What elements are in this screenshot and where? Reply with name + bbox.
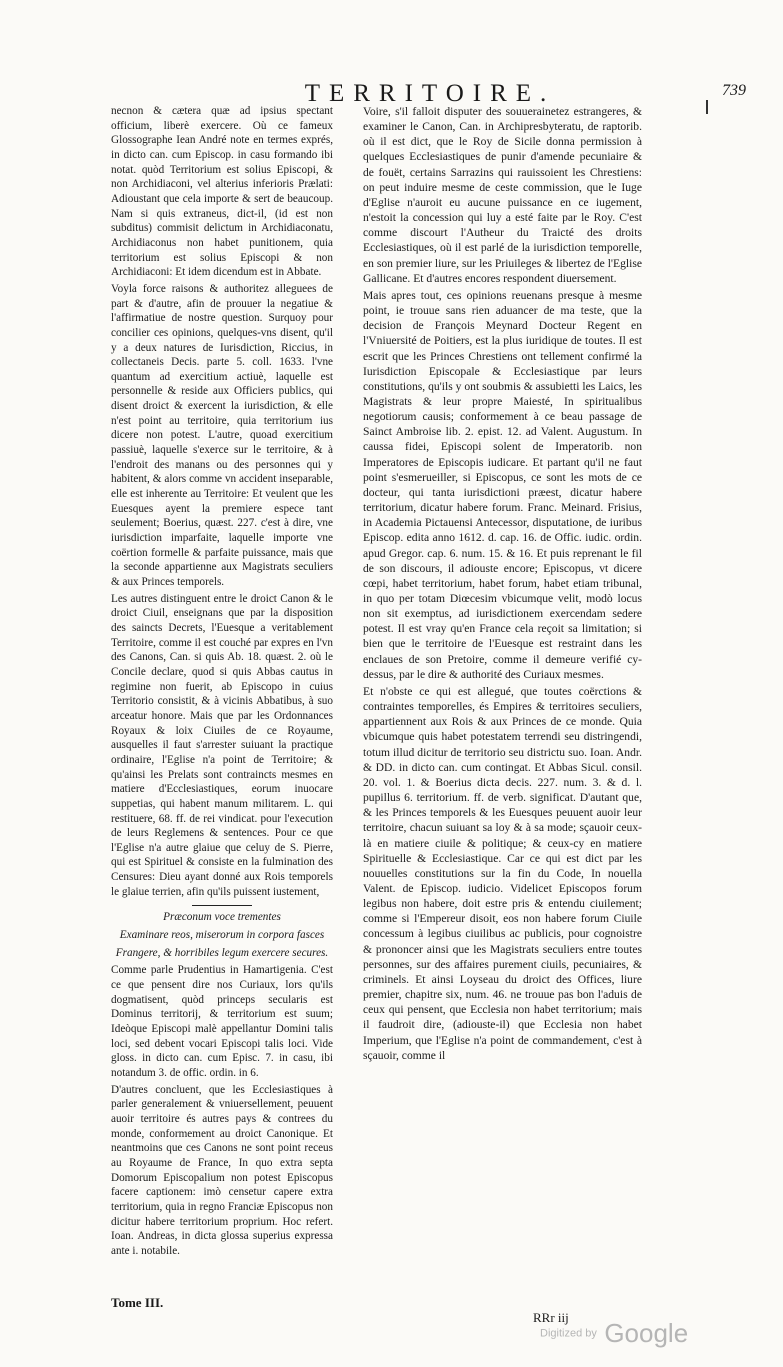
verse-line-1: Præconum voce trementes [163, 911, 281, 924]
right-column [363, 104, 642, 1063]
verse-line-3: Frangere, & horribiles legum exercere secures. [115, 946, 329, 959]
google-logo: Google [604, 1318, 689, 1348]
watermark-prefix: Digitized by [540, 1327, 597, 1340]
left-paragraph-2: Voyla force raisons & authoritez alleguees de part & d'autre, afin de prouuer la negatiue & l'affirmatiue de nostre question. Surquoy pour concilier ces opinions, quelques-vns disent, qu'il y a deux natures de Iurisdiction, Riccius, in collectaneis Decis. parte 5. coll. 1633. l'vne quantum ad exercitium actiuè, laquelle est personnelle & reside aux Officiers publics, qui disent droict & exercent la iurisdiction, & elle n'est point au territoire, quia territorium ius dicere non potest. L'autre, quoad exercitium passiuè, laquelle s'exerce sur le territoire, & à l'endroit des manans ou des personnes qui y habitent, & alors comme vn accident inseparable, elle est inherente au Territoire: Et veulent que les Euesques ayent la premiere espece tant seulement; Boerius, quæst. 227. c'est à dire, vne iurisdiction imparfaite, laquelle importe vne coërtion formelle & parfaite puissance, mais que la seconde appartienne aux Magistrats seculiers & aux Princes temporels. [111, 282, 333, 588]
right-paragraph-1: Voire, s'il falloit disputer des souuerainetez estrangeres, & examiner le Canon, Can. in Archipresbyteratu, de raptorib. où il est dict, que le Roy de Sicile donna permission à quelques Ecclesiastiques de punir d'amende pecuniaire & de fouët, certains Sarrazins qui rauissoient les Chrestiens: on peut induire mesme de ceste commission, que le Iuge d'Eglise n'auroit eu aucune puissance en ce iugement, n'estoit la concession qui luy a esté faite par le Roy. C'est comme discourt l'Autheur du Traicté des droits Ecclesiastiques, où il est parlé de la iurisdiction temporelle, en son premier liure, sur les Priuileges & libertez de l'Eglise Gallicane. Et d'autres encores respondent diuersement. [363, 105, 642, 285]
running-title: TERRITOIRE. [304, 80, 556, 107]
verse-line-2: Examinare reos, miserorum in corpora fasces [119, 929, 325, 942]
digitized-watermark [540, 1318, 688, 1349]
left-paragraph-3: Les autres distinguent entre le droict Canon & le droict Ciuil, enseignans que par la disposition des saincts Decrets, l'Euesque a veritablement Territoire, comme il est couché par expres en l'vn des Canons, Can. si quis Ab. 18. quæst. 2. où le Concile declare, quod si quis Abbas cautus in regimine non fuerit, ab Episcopo in cuius Territorio consistit, & à vicinis Abbatibus, à suo arceatur honore. Mais que par les Ordonnances Royaux & loix Ciuiles de ce Royaume, ausquelles il faut s'arrester suiuant la practique ordinaire, l'Eglise n'a point de Territoire; & qu'ainsi les Prelats sont contraincts mesmes en matiere d'Ecclesiastiques, eorum inuocare suppetias, qui habent manum militarem. L. qui restituere, 68. ff. de rei vindicat. pour l'execution de leurs Reglemens & sentences. Pour ce que l'Eglise n'a autre glaiue que celuy de S. Pierre, qui est Spirituel & consiste en la fulmination des Censures: Dieu ayant donné aux Rois temporels le glaiue terrien, afin qu'ils puissent iustement, [111, 592, 333, 898]
section-rule [192, 905, 252, 906]
left-paragraph-5: D'autres concluent, que les Ecclesiastiques à parler generalement & vniuersellement, peuuent auoir territoire és autres pays & contrees du monde, conformement au droict Canonique. Et neantmoins que ces Canons ne sont point receus au Royaume de France, In quo extra septa Domorum Episcopalium non potest Episcopus facere captionem: imò censetur capere extra territorium, quia in regno Franciæ Episcopus non dicitur habere territorium proprium. Hoc refert. Ioan. Andreas, in dicta glossa superius expressa ante i. notabile. [111, 1083, 333, 1257]
right-paragraph-3: Et n'obste ce qui est allegué, que toutes coërctions & contraintes temporelles, és Empires & territoires seculiers, appartiennent aux Rois & aux Princes de ce monde. Quia vbicumque quis habet potestatem terrendi seu distringendi, totum illud dicitur de territorio seu districtu suo. Ioan. Andr. & DD. in dicto can. cum contingat. Et Abbas Sicul. consil. 20. vol. 1. & Boerius dicta decis. 227. num. 3. & d. l. pupillus 6. territorium. ff. de verb. significat. D'autant que, & les Princes temporels & les Euesques peuuent auoir leur territoire, chacun suiuant sa loy & à sa mode; sçauoir ceux-là en matiere ciuile & politique; & ceux-cy en matiere Spirituelle & Ecclesiastique. Car ce qui est dict par les nouuelles constitutions sur la fin du Code, In nouella Valent. de Episcop. iudicio. Videlicet Episcopos forum legibus non habere, doit estre pris & entendu ciuilement; comme si l'Empereur disoit, eos non habere forum Ciuile concessum à legibus ciuilibus ac publicis, pour cognoistre & prononcer ainsi que les Magistrats seculiers entre toutes personnes, sur des affaires purement ciuils, pecuniaires, & criminels. Et ainsi Loyseau du droict des Offices, liure premier, chapitre six, num. 46. ne trouue pas bon l'aduis de ceux qui pensent, que Ecclesia non habet territorium; mais il faudroit dire, (adiouste-il) que Ecclesia non habet Imperium, que l'Eglise n'a point de commandement, c'est à sçauoir, comme il [363, 684, 642, 1062]
left-paragraph-1: necnon & cætera quæ ad ipsius spectant officium, liberè exercere. Où ce fameux Glossographe Iean André note en termes exprés, in dicto can. cum Episcop. in casu formando ibi notat. quòd Territorium est solius Episcopi, & non Archidiaconi, vel alterius inferioris Prælati: Adioustant que cela importe & sert de beaucoup. Nam si quis extraneus, dict-il, (id est non subditus) commisit delictum in Archidiaconatu, Archidiaconus non habet punitionem, quia territorium est solius Episcopi & non Archidiaconi: Et idem dicendum est in Abbate. [111, 105, 333, 279]
signature-mark: RRr iij [533, 1310, 569, 1325]
right-paragraph-2: Mais apres tout, ces opinions reuenans presque à mesme point, ie trouue sans rien aduancer de ma teste, que la decision de François Meynard Docteur Regent en l'Vniuersité de Poitiers, est la plus iuridique de toutes. Il est escrit que les Princes Chrestiens ont tellement confirmé la Iurisdiction Episcopale & Ecclesiastique par leurs constitutions, qu'ils y ont soubmis & assubietti les Laics, les Magistrats & leur propre Maiesté, In spiritualibus negotiorum causis; conformement à ce beau passage de Sainct Ambroise lib. 2. epist. 12. ad Valent. Augustum. In caussa fidei, Episcopi solent de Imperatorib. non Imperatores de Episcopis iudicare. Et partant qu'il ne faut point s'esmerueiller, si Episcopus, ce sont les mots de ce docteur, qui tanta iurisdictioni præest, dicatur habere territorium, dicatur habere forum. Franc. Meinard. Frisius, in Academia Pictauensi Antecessor, disputatione, de iuribus Episcop. edita anno 1612. d. cap. 16. de Offic. iudic. ordin. apud Gregor. cap. 6. num. 15. & 16. Et puis reprenant le fil de son discours, il adiouste encore; Episcopus, vt dicere cœpi, habet territorium, habet forum, habet etiam tribunal, in quo per totam Diœcesim vbicumque velit, modò locus non sit exemptus, ad iurisdictionem exercendam sedere potest. Il est vray qu'en France cela reçoit sa limitation; si bien que le territoire de l'Euesque est restraint dans les enclaues de son Pretoire, comme il demeure verifié cy-dessus, par le dire & authorité des Curiaux mesmes. [363, 288, 642, 681]
volume-label: Tome III. [111, 1295, 164, 1310]
left-column [111, 104, 333, 1259]
margin-mark [706, 100, 708, 114]
left-paragraph-4: Comme parle Prudentius in Hamartigenia. C'est ce que pensent dire nos Curiaux, lors qu'ils dogmatisent, quòd princeps secularis est Dominus territorij, & territorium est suum; Ideòque Episcopi malè appellantur Domini talis loci, sed debent vocari Episcopi talis loci. Vide gloss. in dicto can. cum Episc. 7. in casu, ibi notandum 3. de offic. ordin. in 6. [111, 964, 333, 1079]
page-number: 739 [722, 82, 746, 99]
